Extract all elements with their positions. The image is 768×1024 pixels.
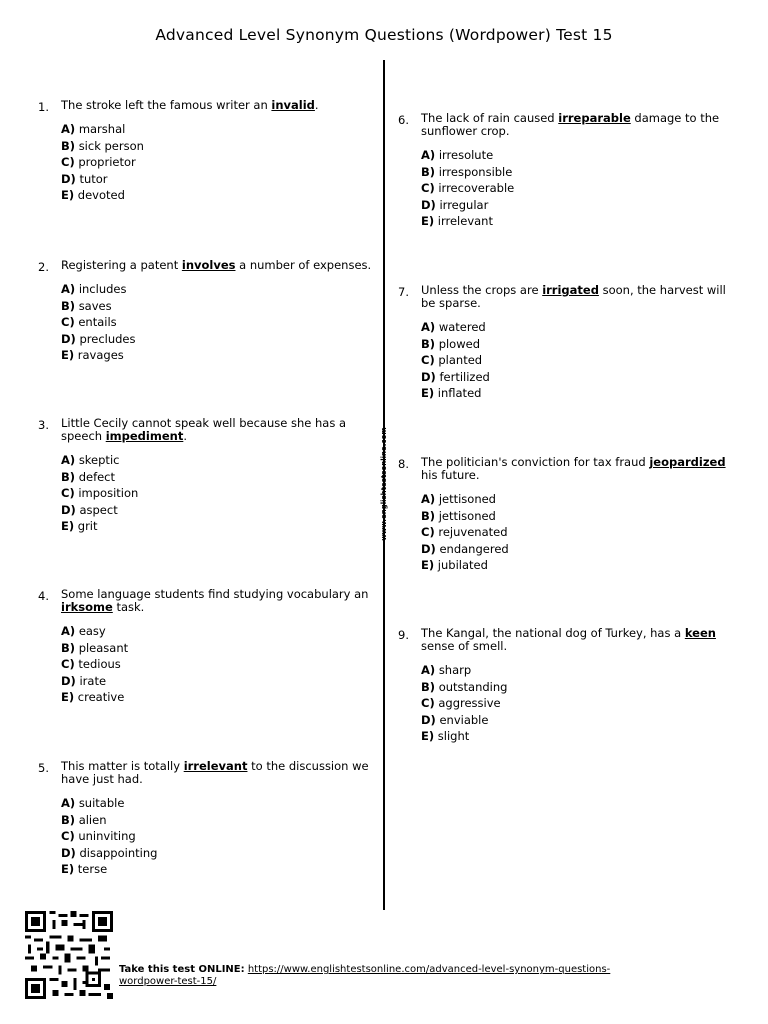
question-8 [398, 455, 739, 574]
option-e[interactable]: E) grit [61, 519, 98, 533]
target-word: impediment [105, 429, 184, 443]
option-c[interactable]: C) rejuvenated [421, 525, 508, 539]
footer-label: Take this test ONLINE: [119, 964, 245, 975]
option-a[interactable]: A) suitable [61, 796, 125, 810]
option-b[interactable]: B) pleasant [61, 640, 129, 655]
target-word: irksome [61, 600, 113, 614]
question-stem: This matter is totally irrelevant to the discussion we have just had. [61, 759, 369, 786]
question-9 [398, 626, 739, 745]
question-stem: The lack of rain caused irreparable damage to the sunflower crop. [421, 111, 720, 138]
option-c[interactable]: C) imposition [61, 486, 139, 500]
question-number: 2. [38, 260, 49, 274]
option-d[interactable]: D) enviable [421, 712, 489, 727]
option-b[interactable]: B) alien [61, 812, 107, 827]
question-stem: The Kangal, the national dog of Turkey, has a keen sense of smell. [421, 626, 716, 653]
question-number: 4. [38, 589, 49, 603]
option-e[interactable]: E) devoted [61, 188, 125, 202]
target-word: irreparable [558, 111, 631, 125]
option-a[interactable]: A) includes [61, 282, 127, 296]
question-stem: The politician's conviction for tax fraud jeopardized his future. [421, 455, 726, 482]
target-word: irrelevant [183, 759, 248, 773]
question-3 [38, 416, 376, 535]
qr-code-icon[interactable] [24, 911, 114, 999]
option-d[interactable]: D) endangered [421, 541, 509, 556]
question-number: 5. [38, 761, 49, 775]
footer [119, 964, 679, 988]
question-stem: The stroke left the famous writer an invalid. [61, 98, 319, 112]
target-word: irrigated [542, 283, 599, 297]
target-word: jeopardized [649, 455, 726, 469]
option-e[interactable]: E) inflated [421, 386, 482, 400]
option-a[interactable]: A) easy [61, 624, 106, 638]
option-c[interactable]: C) proprietor [61, 155, 136, 169]
option-d[interactable]: D) tutor [61, 171, 108, 186]
option-d[interactable]: D) irate [61, 673, 107, 688]
option-a[interactable]: A) skeptic [61, 453, 120, 467]
option-c[interactable]: C) planted [421, 353, 483, 367]
question-number: 3. [38, 418, 49, 432]
question-number: 6. [398, 113, 409, 127]
question-number: 8. [398, 457, 409, 471]
option-e[interactable]: E) creative [61, 690, 125, 704]
target-word: involves [181, 258, 236, 272]
question-1 [38, 98, 376, 204]
option-e[interactable]: E) terse [61, 862, 108, 876]
option-d[interactable]: D) irregular [421, 197, 489, 212]
option-a[interactable]: A) sharp [421, 663, 472, 677]
question-stem: Registering a patent involves a number of expenses. [61, 258, 372, 272]
option-c[interactable]: C) tedious [61, 657, 121, 671]
option-a[interactable]: A) watered [421, 320, 486, 334]
option-d[interactable]: D) precludes [61, 331, 136, 346]
question-stem: Some language students find studying vocabulary an irksome task. [61, 587, 369, 614]
option-d[interactable]: D) fertilized [421, 369, 490, 384]
question-4 [38, 587, 376, 706]
option-c[interactable]: C) entails [61, 315, 117, 329]
option-c[interactable]: C) aggressive [421, 696, 501, 710]
target-word: keen [684, 626, 716, 640]
option-b[interactable]: B) saves [61, 298, 112, 313]
question-2 [38, 258, 376, 364]
option-c[interactable]: C) uninviting [61, 829, 136, 843]
test-online-link[interactable]: https://www.englishtestsonline.com/advanced-level-synonym-questions- wordpower-test-15/ [119, 964, 611, 987]
option-e[interactable]: E) jubilated [421, 558, 488, 572]
watermark: www.englishtestsonline.com [380, 427, 388, 541]
question-number: 9. [398, 628, 409, 642]
option-d[interactable]: D) disappointing [61, 845, 158, 860]
option-a[interactable]: A) irresolute [421, 148, 494, 162]
question-5 [38, 759, 376, 878]
question-number: 7. [398, 285, 409, 299]
option-c[interactable]: C) irrecoverable [421, 181, 515, 195]
target-word: invalid [271, 98, 315, 112]
option-b[interactable]: B) sick person [61, 138, 144, 153]
option-b[interactable]: B) plowed [421, 336, 480, 351]
option-d[interactable]: D) aspect [61, 502, 118, 517]
question-stem: Little Cecily cannot speak well because she has a speech impediment. [61, 416, 347, 443]
option-e[interactable]: E) ravages [61, 348, 124, 362]
question-6 [398, 111, 739, 230]
page-title: Advanced Level Synonym Questions (Wordpower) Test 15 [155, 26, 613, 44]
question-number: 1. [38, 100, 49, 114]
option-a[interactable]: A) jettisoned [421, 492, 496, 506]
option-e[interactable]: E) irrelevant [421, 214, 493, 228]
option-b[interactable]: B) irresponsible [421, 164, 513, 179]
option-e[interactable]: E) slight [421, 729, 470, 743]
option-b[interactable]: B) jettisoned [421, 508, 496, 523]
option-b[interactable]: B) outstanding [421, 679, 508, 694]
question-7 [398, 283, 739, 402]
option-a[interactable]: A) marshal [61, 122, 126, 136]
question-stem: Unless the crops are irrigated soon, the harvest will be sparse. [421, 283, 726, 310]
option-b[interactable]: B) defect [61, 469, 116, 484]
